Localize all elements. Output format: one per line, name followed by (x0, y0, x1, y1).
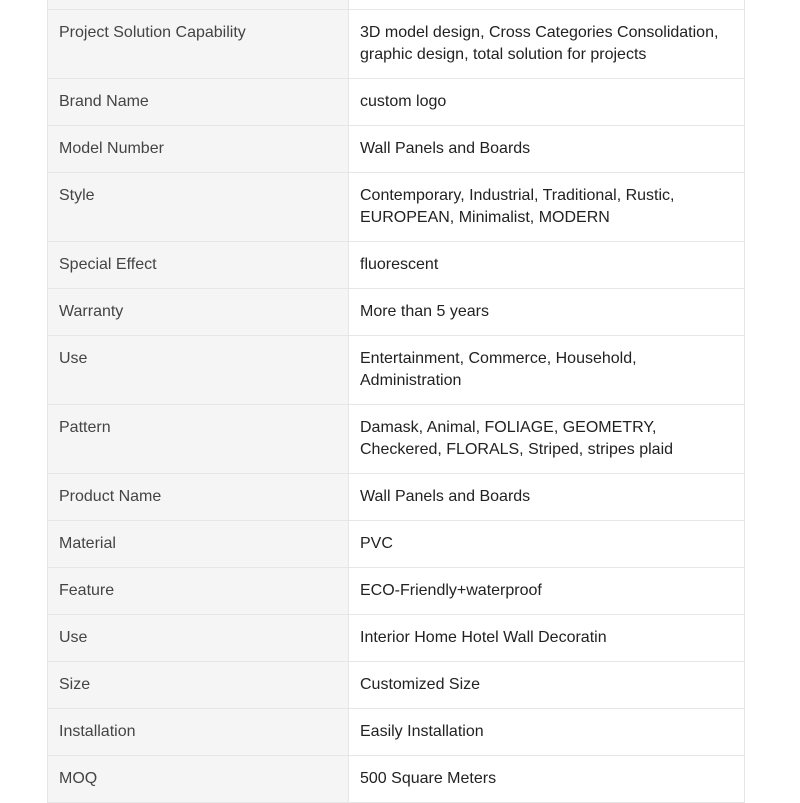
spec-key: Brand Name (48, 79, 349, 126)
spec-value: Entertainment, Commerce, Household, Administration (349, 336, 745, 405)
product-spec-section (47, 0, 744, 803)
table-row (48, 756, 745, 803)
spec-key: Style (48, 173, 349, 242)
table-row (48, 568, 745, 615)
spec-value: Customized Size (349, 662, 745, 709)
spec-value: PVC (349, 521, 745, 568)
spec-value: 3D model design, Cross Categories Consolidation, graphic design, total solution for projects (349, 10, 745, 79)
spec-key: Special Effect (48, 242, 349, 289)
table-row-partial (48, 0, 745, 10)
table-row (48, 10, 745, 79)
table-row (48, 474, 745, 521)
spec-key: Feature (48, 568, 349, 615)
spec-value: ECO-Friendly+waterproof (349, 568, 745, 615)
spec-key: MOQ (48, 756, 349, 803)
spec-value: Contemporary, Industrial, Traditional, Rustic, EUROPEAN, Minimalist, MODERN (349, 173, 745, 242)
spec-key: Use (48, 336, 349, 405)
table-row (48, 521, 745, 568)
spec-value: 500 Square Meters (349, 756, 745, 803)
table-row (48, 336, 745, 405)
table-row (48, 289, 745, 336)
spec-value: Wall Panels and Boards (349, 474, 745, 521)
spec-key: Pattern (48, 405, 349, 474)
spec-value: Easily Installation (349, 709, 745, 756)
spec-key: Project Solution Capability (48, 10, 349, 79)
table-row (48, 242, 745, 289)
spec-key: Product Name (48, 474, 349, 521)
table-row (48, 615, 745, 662)
spec-value: Damask, Animal, FOLIAGE, GEOMETRY, Checkered, FLORALS, Striped, stripes plaid (349, 405, 745, 474)
table-row (48, 126, 745, 173)
spec-value: fluorescent (349, 242, 745, 289)
table-row (48, 405, 745, 474)
spec-value-cell (349, 0, 745, 10)
spec-value: Wall Panels and Boards (349, 126, 745, 173)
spec-value: More than 5 years (349, 289, 745, 336)
spec-key: Installation (48, 709, 349, 756)
spec-table (47, 0, 745, 803)
spec-key: Material (48, 521, 349, 568)
table-row (48, 173, 745, 242)
spec-key-cell (48, 0, 349, 10)
table-row (48, 79, 745, 126)
spec-key: Size (48, 662, 349, 709)
table-row (48, 709, 745, 756)
spec-key: Warranty (48, 289, 349, 336)
spec-key: Model Number (48, 126, 349, 173)
spec-value: Interior Home Hotel Wall Decoratin (349, 615, 745, 662)
spec-key: Use (48, 615, 349, 662)
table-row (48, 662, 745, 709)
spec-value: custom logo (349, 79, 745, 126)
